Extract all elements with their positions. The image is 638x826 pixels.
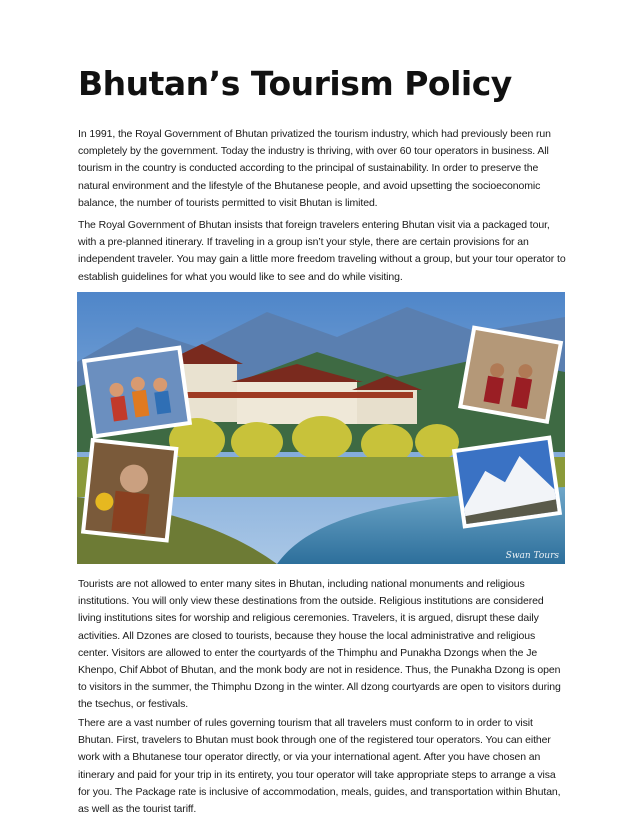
inset-photo-elder [81, 438, 179, 543]
photo-watermark: Swan Tours [505, 551, 559, 561]
paragraph-privatization: In 1991, the Royal Government of Bhutan privatized the tourism industry, which had previously been run completely by the government. Today the industry is thriving, with over 60 tour operators in business. All tourism in the country is conducted according to the principal of sustainability. In order to preserve the natural environment and the lifestyle of the Bhutanese people, and avoid upsetting the socioeconomic balance, the number of tourists permitted to visit Bhutan is limited. [78, 128, 551, 209]
paragraph-site-access: Tourists are not allowed to enter many sites in Bhutan, including national monuments and religious institutions. You will only view these destinations from the outside. Religious institutions are considered living institutions sites for worship and religious ceremonies. Travelers, it is argued, disrupt these daily activities. All Dzones are closed to tourists, because they house the local administrative and religious center. Visitors are allowed to enter the courtyards of the Thimphu and Punakha Dzongs when the Je Khenpo, Chif Abbot of Bhutan, and the monk body are not in residence. Thus, the Punakha Dzong is open to visitors in the summer, the Thimphu Dzong in the winter. All dzong courtyards are open to visitors during the tsechus, or festivals. [78, 578, 561, 711]
inset-photo-trekkers [82, 345, 192, 438]
inset-photo-himalaya [452, 435, 562, 528]
inset-photo-monks [458, 325, 563, 424]
bhutan-photo-collage [77, 292, 565, 564]
paragraph-packaged-tour: The Royal Government of Bhutan insists that foreign travelers entering Bhutan visit via a packaged tour, with a pre-planned itinerary. If traveling in a group isn’t your style, there are certain provisions for an independent traveler. You may gain a little more freedom traveling without a group, but your tour operator to establish guidelines for what you would like to see and do while visiting. [78, 219, 566, 283]
paragraph-tourism-rules: There are a vast number of rules governing tourism that all travelers must conform to in order to visit Bhutan. First, travelers to Bhutan must book through one of the registered tour operators. You can either work with a Bhutanese tour operator directly, or via your international agent. After you have chosen an itinerary and paid for your trip in its entirety, you tour operator will take appropriate steps to arrange a visa for you. The Package rate is inclusive of accommodation, meals, guides, and transportation within Bhutan, as well as the tourist tariff. [78, 717, 561, 816]
page-title: Bhutan’s Tourism Policy [78, 64, 512, 103]
